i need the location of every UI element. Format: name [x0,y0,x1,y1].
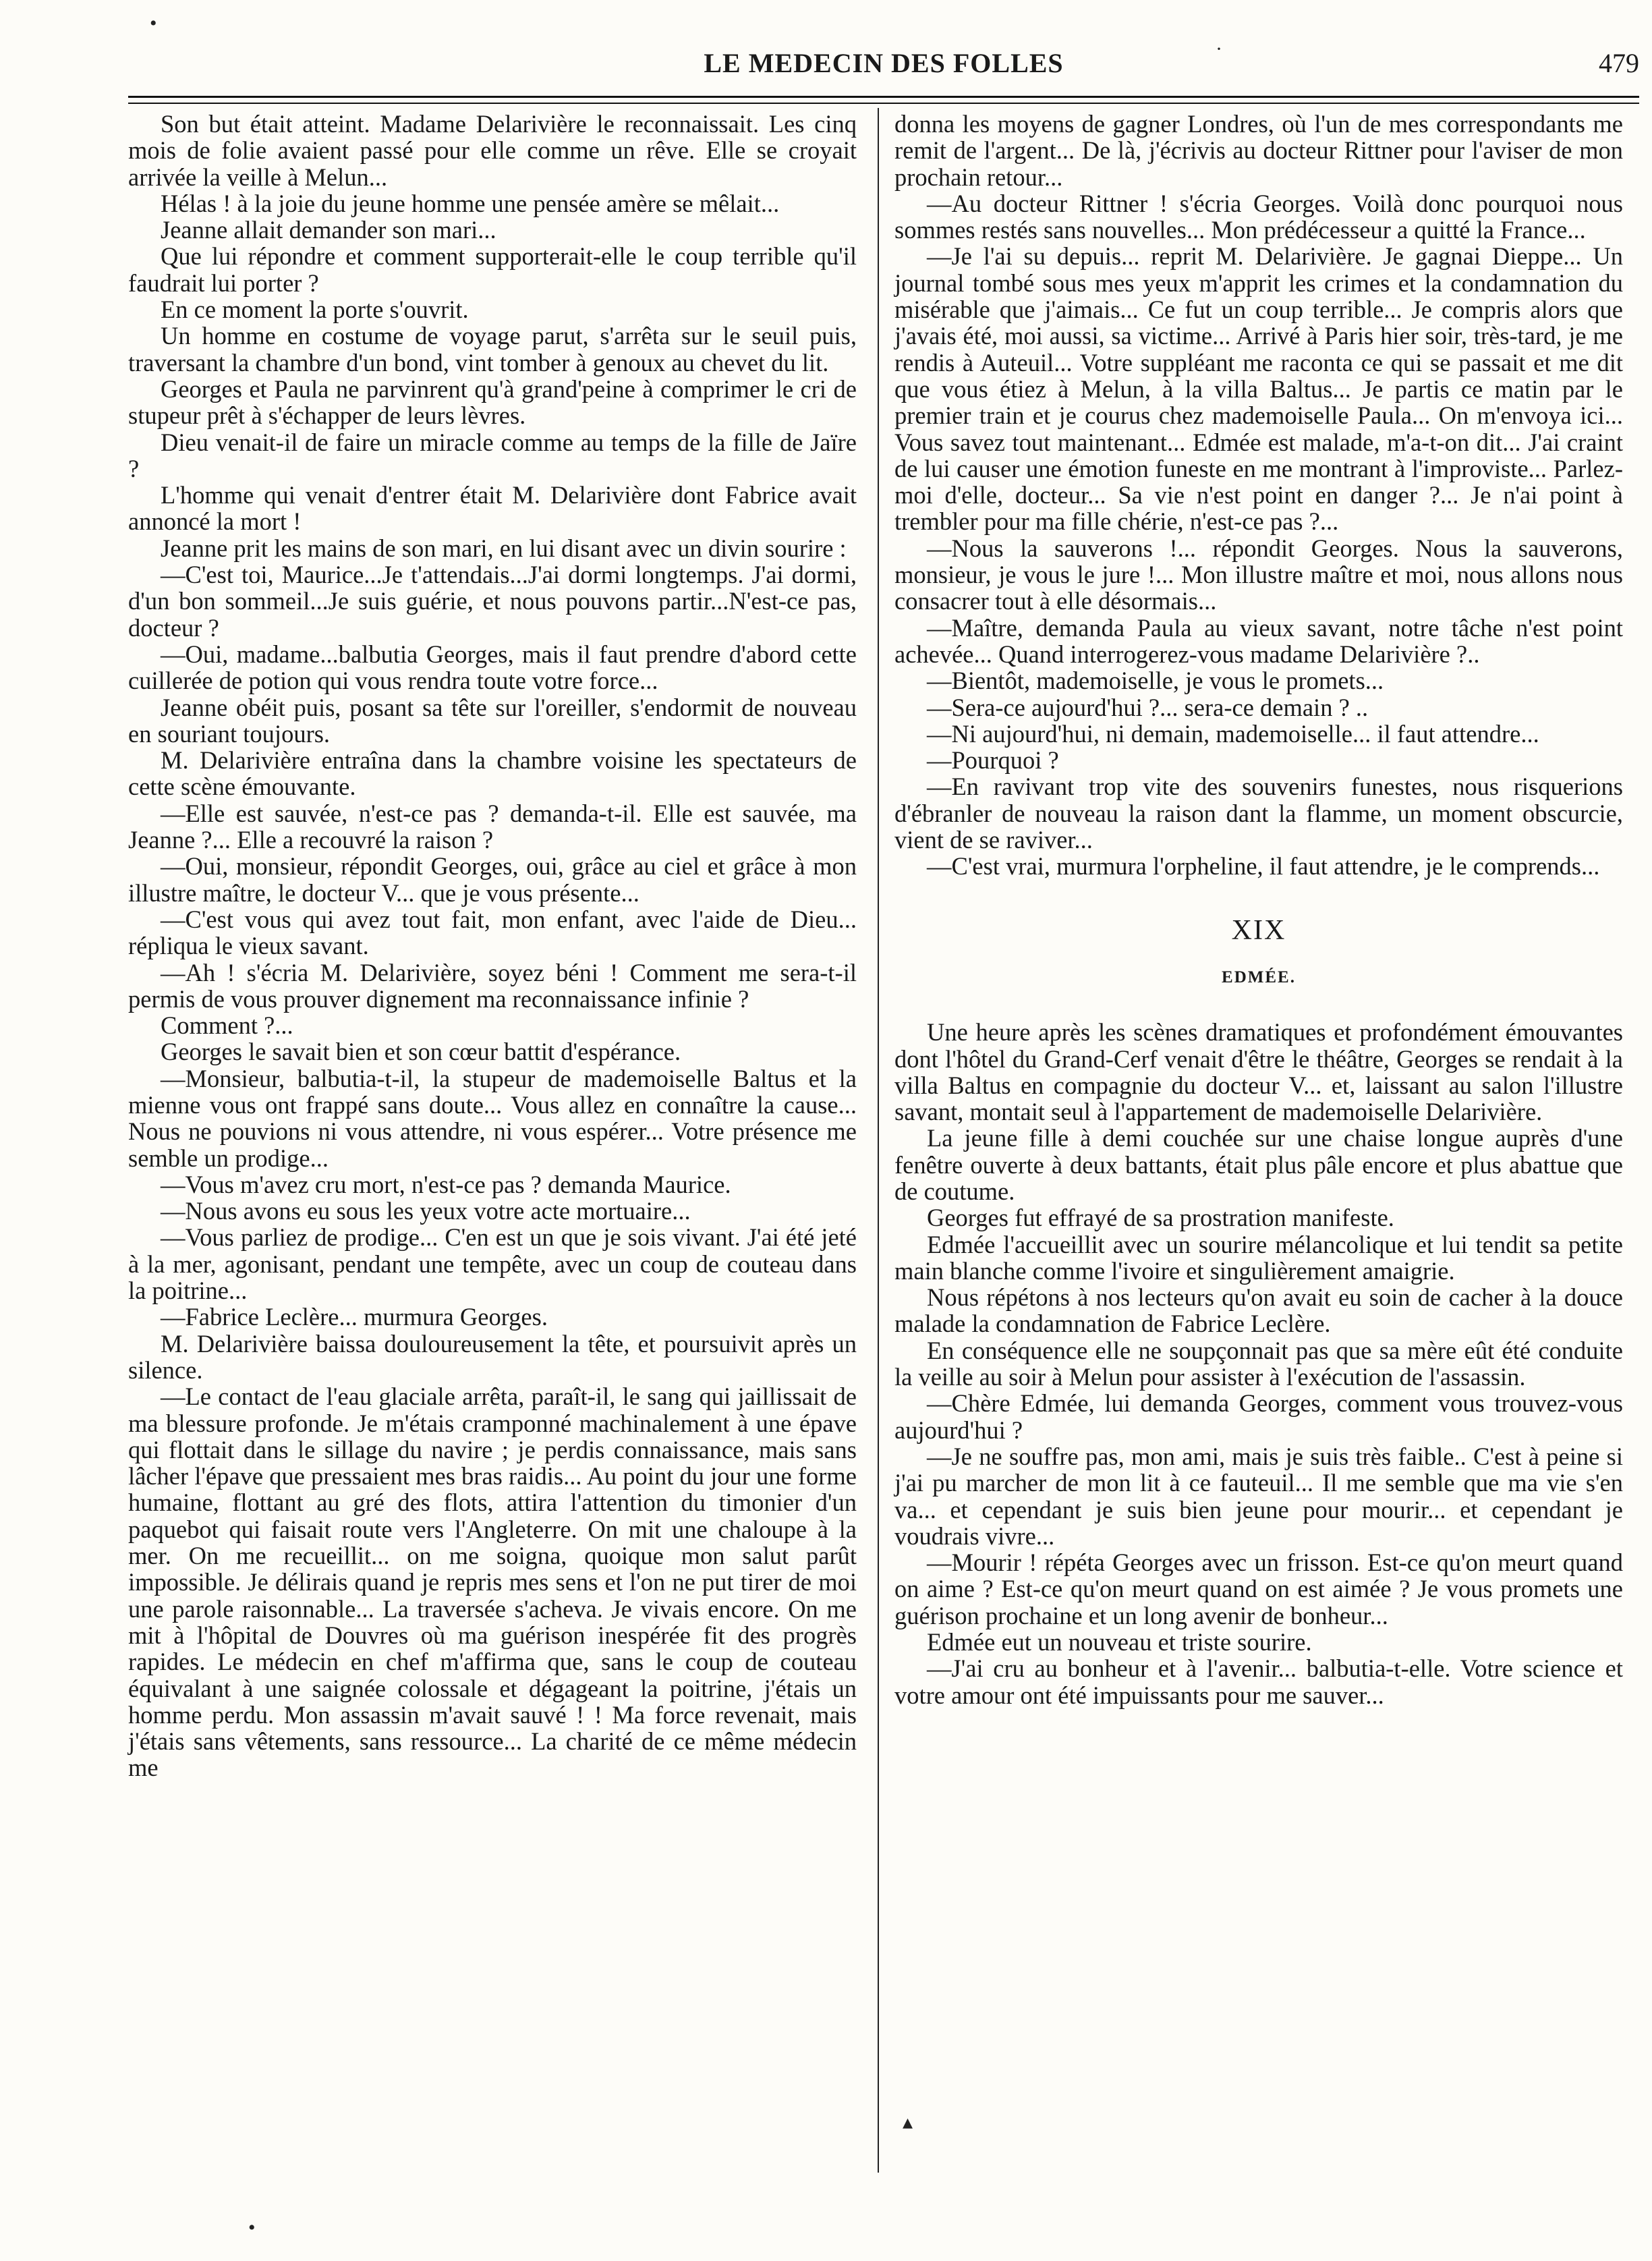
paragraph: —Oui, madame...balbutia Georges, mais il faut prendre d'abord cette cuillerée de potion qui vous rendra toute votre force... [128,640,857,695]
paragraph: M. Delarivière entraîna dans la chambre voisine les spectateurs de cette scène émouvante. [128,746,857,801]
running-title: LE MEDECIN DES FOLLES [704,48,1064,78]
paragraph: —Fabrice Leclère... murmura Georges. [161,1303,548,1331]
paragraph: En conséquence elle ne soupçonnait pas que sa mère eût été conduite la veille au soir à Melun pour assister à l'exécution de l'assassin. [894,1336,1623,1391]
paragraph: —Elle est sauvée, n'est-ce pas ? demanda-t-il. Elle est sauvée, ma Jeanne ?... Elle a recouvré la raison ? [128,799,857,854]
paragraph: —Je ne souffre pas, mon ami, mais je suis très faible.. C'est à peine si j'ai pu marcher de mon lit à ce fauteuil... Il me semble que ma vie s'en va... et cependant je suis bien jeune pour mourir... et cependant je voudrais vivre... [894,1442,1623,1550]
paragraph: Hélas ! à la joie du jeune homme une pensée amère se mêlait... [161,189,780,217]
paragraph: —Mourir ! répéta Georges avec un frisson. Est-ce qu'on meurt quand on aime ? Est-ce qu'on meurt quand on est aimée ? Je vous promets une guérison prochaine et un long avenir de bonheur... [894,1548,1623,1629]
paragraph: —Oui, monsieur, répondit Georges, oui, grâce au ciel et grâce à mon illustre maître, le docteur V... que je vous présente... [128,852,857,907]
paragraph: Georges fut effrayé de sa prostration manifeste. [927,1204,1394,1232]
chapter-number: XIX [1231,914,1286,946]
paragraph: L'homme qui venait d'entrer était M. Delarivière dont Fabrice avait annoncé la mort ! [128,481,857,536]
paragraph: Nous répétons à nos lecteurs qu'on avait eu soin de cacher à la douce malade la condamnation de Fabrice Leclère. [894,1283,1623,1338]
print-speck: • [150,12,157,34]
header-rule-top [128,96,1639,98]
right-column-text-before [894,111,1623,880]
paragraph: Comment ?... [161,1011,293,1040]
paragraph: M. Delarivière baissa douloureusement la tête, et poursuivit après un silence. [128,1329,857,1384]
paragraph: Dieu venait-il de faire un miracle comme au temps de la fille de Jaïre ? [128,428,857,482]
paragraph: —Monsieur, balbutia-t-il, la stupeur de mademoiselle Baltus et la mienne vous ont frappé sans doute... Vous allez en connaître la cause... Nous ne pouvions ni vous attendre, ni vous espérer... Votre présence me semble un prodige... [128,1064,857,1172]
page-number: 479 [1599,48,1639,78]
paragraph: Georges et Paula ne parvinrent qu'à grand'peine à comprimer le cri de stupeur prêt à s'échapper de leurs lèvres. [128,374,857,430]
paragraph: Une heure après les scènes dramatiques et profondément émouvantes dont l'hôtel du Grand-Cerf venait d'être le théâtre, Georges se rendait à la villa Baltus en compagnie du docteur V... et, laissant au salon l'illustre savant, montait seul à l'appartement de mademoiselle Delarivière. [894,1018,1623,1126]
paragraph: —Ah ! s'écria M. Delarivière, soyez béni ! Comment me sera-t-il permis de vous prouver dignement ma reconnaissance infinie ? [128,958,857,1013]
paragraph: —Ni aujourd'hui, ni demain, mademoiselle... il faut attendre... [927,719,1539,748]
paragraph: —Vous parliez de prodige... C'en est un que je sois vivant. J'ai été jeté à la mer, agonisant, pendant une tempête, avec un coup de couteau dans la poitrine... [128,1223,857,1305]
paragraph: —En ravivant trop vite des souvenirs funestes, nous risquerions d'ébranler de nouveau la raison dant la flamme, un moment obscurcie, vient de se raviver... [894,773,1623,854]
paragraph: Un homme en costume de voyage parut, s'arrêta sur le seuil puis, traversant la chambre d'un bond, vint tomber à genoux au chevet du lit. [128,322,857,376]
paragraph: Edmée l'accueillit avec un sourire mélancolique et lui tendit sa petite main blanche comme l'ivoire et singulièrement amaigrie. [894,1230,1623,1285]
right-column [894,111,1623,1708]
paragraph: —Le contact de l'eau glaciale arrêta, paraît-il, le sang qui jaillissait de ma blessure profonde. Je m'étais cramponné machinalement à une épave qui flottait dans le sillage du navire ; je perdis connaissance, mais sans lâcher l'épave que pressaient mes bras raidis... Au point du jour une forme humaine, flottant au gré des flots, attira l'attention du timonier d'un paquebot qui faisait route vers l'Angleterre. On mit une chaloupe à la mer. On me recueillit... on me soigna, quoique mon salut parût impossible. Je délirais quand je repris mes sens et l'on ne put tirer de moi une parole raisonnable... La traversée s'acheva. Je vivais encore. On me mit à l'hôpital de Douvres où ma guérison inespérée fit des progrès rapides. Le médecin en chef m'affirma que, sans le coup de couteau équivalant à une saignée colossale et dégageant la poitrine, j'étais un homme perdu. Mon assassin m'avait sauvé ! ! Ma force revenait, mais j'étais sans vêtements, sans ressource... La charité de ce même médecin me [128,1383,857,1782]
print-speck: · [1216,38,1222,60]
paragraph: Jeanne prit les mains de son mari, en lui disant avec un divin sourire : [161,534,847,562]
print-speck: ▴ [903,2111,913,2133]
paragraph: Son but était atteint. Madame Delarivière le reconnaissait. Les cinq mois de folie avaient passé pour elle comme un rêve. Elle se croyait arrivée la veille à Melun... [128,110,857,191]
paragraph: —J'ai cru au bonheur et à l'avenir... balbutia-t-elle. Votre science et votre amour ont été impuissants pour me sauver... [894,1654,1623,1709]
paragraph: —Chère Edmée, lui demanda Georges, comment vous trouvez-vous aujourd'hui ? [894,1389,1623,1444]
paragraph: donna les moyens de gagner Londres, où l'un de mes correspondants me remit de l'argent... De là, j'écrivis au docteur Rittner pour l'aviser de mon prochain retour... [894,110,1623,191]
paragraph: —C'est vrai, murmura l'orpheline, il faut attendre, je le comprends... [927,852,1600,881]
paragraph: —Nous avons eu sous les yeux votre acte mortuaire... [161,1197,691,1225]
paragraph: —Sera-ce aujourd'hui ?... sera-ce demain ? .. [927,693,1369,721]
paragraph: La jeune fille à demi couchée sur une chaise longue auprès d'une fenêtre ouverte à deux battants, était plus pâle encore et plus abattue que de coutume. [894,1124,1623,1205]
chapter-title: EDMÉE. [1222,968,1296,986]
right-column-text-after [894,1019,1623,1708]
paragraph: Jeanne obéit puis, posant sa tête sur l'oreiller, s'endormit de nouveau en souriant toujours. [128,693,857,748]
paragraph: Jeanne allait demander son mari... [161,216,496,244]
running-header [128,40,1639,81]
paragraph: —C'est toi, Maurice...Je t'attendais...J'ai dormi longtemps. J'ai dormi, d'un bon sommeil...Je suis guérie, et nous pouvons partir...N'est-ce pas, docteur ? [128,561,857,642]
paragraph: —Maître, demanda Paula au vieux savant, notre tâche n'est point achevée... Quand interrogerez-vous madame Delarivière ?.. [894,613,1623,668]
paragraph: —Je l'ai su depuis... reprit M. Delarivière. Je gagnai Dieppe... Un journal tombé sous mes yeux m'apprit les crimes et la condamnation du misérable que j'aimais... Ce fut un coup terrible... Je compris alors que j'avais été, moi aussi, sa victime... Arrivé à Paris hier soir, très-tard, je me rendis à Auteuil... Votre suppléant me raconta ce qui se passait et me dit que vous étiez à Melun, à la villa Baltus... Je partis ce matin par le premier train et je courus chez mademoiselle Paula... On m'envoya ici... Vous savez tout maintenant... Edmée est malade, m'a-t-on dit... J'ai craint de lui causer une émotion funeste en me montrant à l'improviste... Parlez-moi d'elle, docteur... Sa vie n'est point en danger ?... Je n'ai point à trembler pour ma fille chérie, n'est-ce pas ?... [894,242,1623,536]
paragraph: —C'est vous qui avez tout fait, mon enfant, avec l'aide de Dieu... répliqua le vieux savant. [128,905,857,960]
print-speck: • [248,2216,256,2239]
paragraph: —Nous la sauverons !... répondit Georges. Nous la sauverons, monsieur, je vous le jure !... Mon illustre maître et moi, nous allons nous consacrer tout à elle désormais... [894,534,1623,615]
paragraph: —Pourquoi ? [927,746,1059,775]
column-divider [878,108,879,2173]
paragraph: —Au docteur Rittner ! s'écria Georges. Voilà donc pourquoi nous sommes restés sans nouvelles... Mon prédécesseur a quitté la France... [894,189,1623,244]
paragraph: En ce moment la porte s'ouvrit. [161,296,469,324]
newspaper-page [128,40,1639,2240]
paragraph: Georges le savait bien et son cœur battit d'espérance. [161,1038,681,1066]
paragraph: —Bientôt, mademoiselle, je vous le promets... [927,667,1384,695]
paragraph: —Vous m'avez cru mort, n'est-ce pas ? demanda Maurice. [161,1170,731,1198]
paragraph: Edmée eut un nouveau et triste sourire. [927,1628,1312,1656]
header-rule-bottom [128,103,1639,104]
left-column [128,111,857,1781]
paragraph: Que lui répondre et comment supporterait-elle le coup terrible qu'il faudrait lui porter ? [128,242,857,297]
